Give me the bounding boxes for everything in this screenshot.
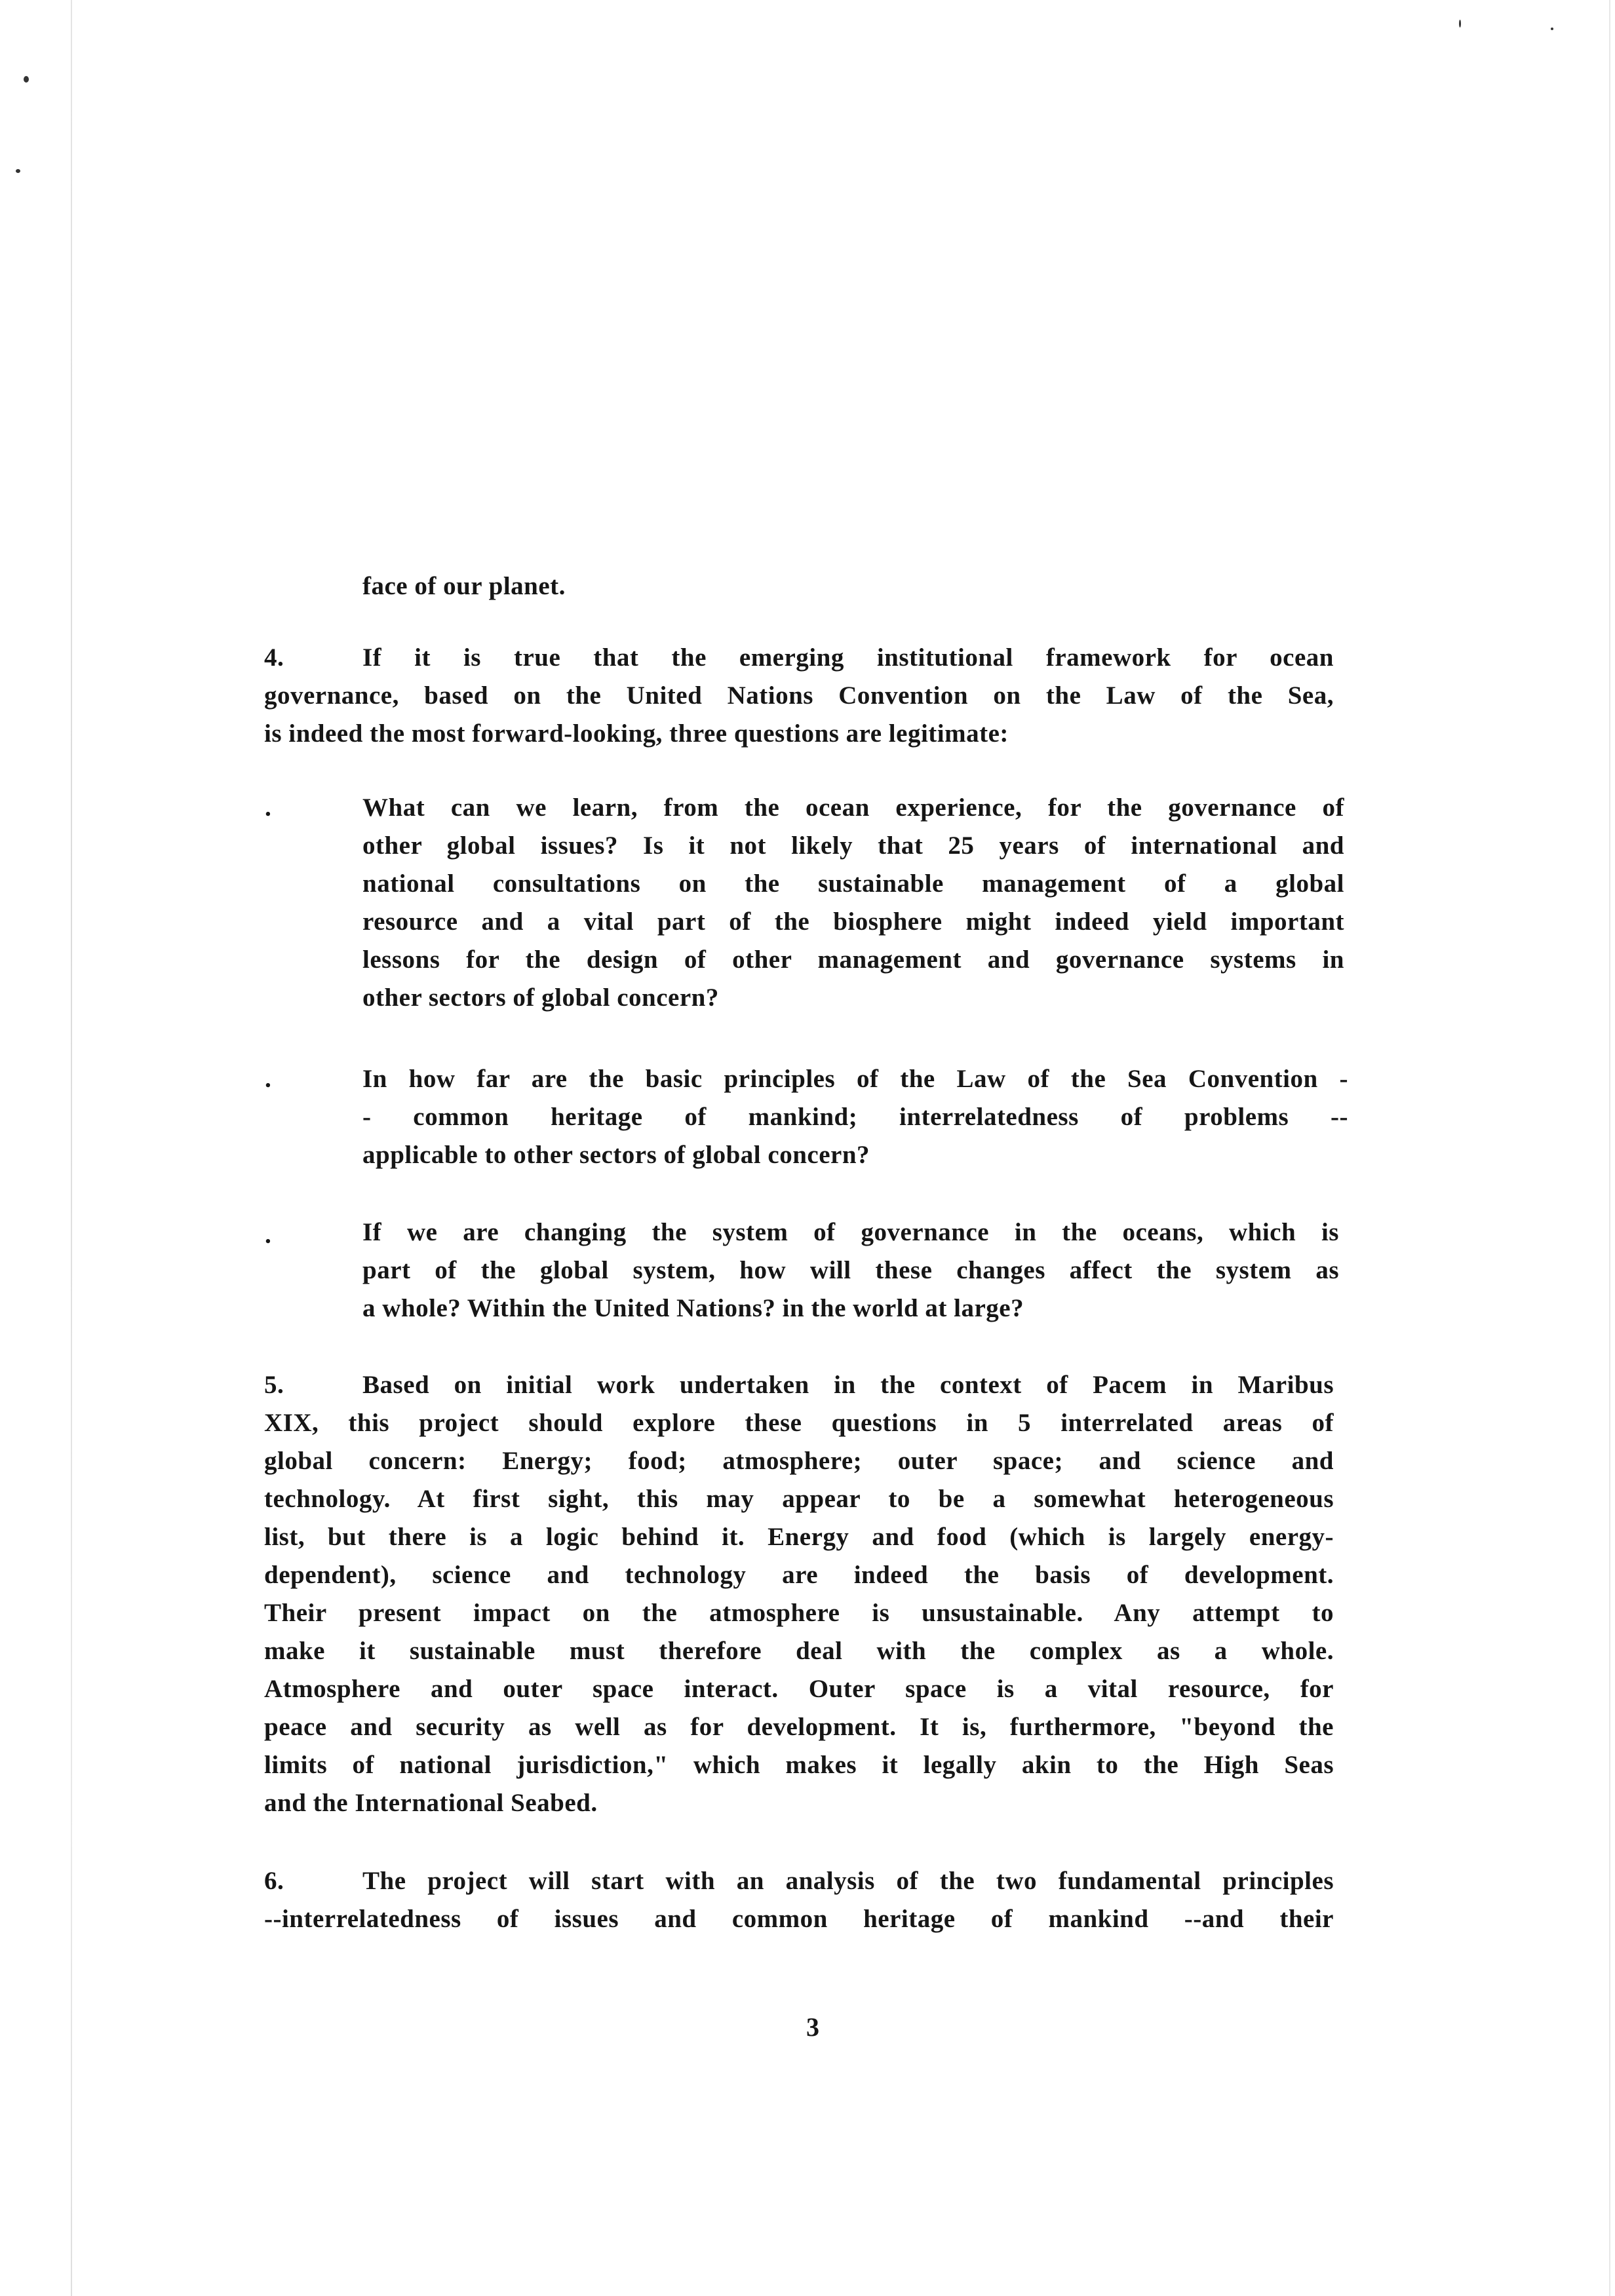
text-line: If we are changing the system of governance in the oceans, which is (362, 1218, 1339, 1246)
paragraph-number: 6. (264, 1867, 284, 1895)
text-line: part of the global system, how will these changes affect the system as (362, 1256, 1339, 1284)
paragraph-number: 4. (264, 643, 284, 672)
bullet-item-1 (362, 789, 1344, 1017)
text-line: list, but there is a logic behind it. Energy and food (which is largely energy- (264, 1523, 1334, 1551)
paragraph-6 (264, 1862, 1334, 1938)
bullet-item-2 (362, 1060, 1348, 1174)
text-line: 5. Based on initial work undertaken in the context of Pacem in Maribus (264, 1366, 1334, 1404)
text-line: applicable to other sectors of global concern? (362, 1141, 870, 1169)
text-line: lessons for the design of other management and governance systems in (362, 946, 1344, 974)
bullet-marker: . (265, 794, 271, 822)
paragraph-4 (264, 639, 1334, 753)
text-line: is indeed the most forward-looking, three questions are legitimate: (264, 719, 1009, 748)
text-line: other global issues? Is it not likely that 25 years of international and (362, 832, 1344, 860)
text-line: other sectors of global concern? (362, 984, 719, 1012)
scan-speck (16, 169, 20, 173)
text-line: XIX, this project should explore these questions in 5 interrelated areas of (264, 1409, 1334, 1437)
text-line: and the International Seabed. (264, 1789, 598, 1817)
paragraph-number: 5. (264, 1371, 284, 1399)
scan-edge-right (1609, 0, 1610, 2296)
text-line: face of our planet. (362, 572, 566, 600)
text-line: governance, based on the United Nations Convention on the Law of the Sea, (264, 681, 1334, 710)
text-line: - common heritage of mankind; interrelatedness of problems -- (362, 1103, 1348, 1131)
scan-speck (1459, 20, 1461, 28)
page-number: 3 (806, 2012, 819, 2042)
text-line: make it sustainable must therefore deal with the complex as a whole. (264, 1637, 1334, 1665)
opening-line (362, 567, 566, 605)
scan-edge-left (71, 0, 72, 2296)
text-line: global concern: Energy; food; atmosphere; outer space; and science and (264, 1447, 1334, 1475)
text-line: dependent), science and technology are indeed the basis of development. (264, 1561, 1334, 1589)
text-line: Atmosphere and outer space interact. Outer space is a vital resource, for (264, 1675, 1334, 1703)
scan-speck (1551, 28, 1553, 30)
text-line: What can we learn, from the ocean experience, for the governance of (362, 794, 1344, 822)
text-line: peace and security as well as for development. It is, furthermore, "beyond the (264, 1713, 1334, 1741)
scan-speck (24, 76, 29, 83)
text-line: --interrelatedness of issues and common heritage of mankind --and their (264, 1905, 1334, 1933)
text-line: a whole? Within the United Nations? in the world at large? (362, 1294, 1024, 1322)
text-line: Their present impact on the atmosphere is unsustainable. Any attempt to (264, 1599, 1334, 1627)
text-line: technology. At first sight, this may appear to be a somewhat heterogeneous (264, 1485, 1334, 1513)
bullet-item-3 (362, 1214, 1339, 1328)
bullet-marker: . (265, 1065, 271, 1093)
text-line: national consultations on the sustainable management of a global (362, 870, 1344, 898)
bullet-marker: . (265, 1221, 271, 1249)
paragraph-5 (264, 1366, 1334, 1822)
text-line: resource and a vital part of the biosphere might indeed yield important (362, 908, 1344, 936)
text-line: limits of national jurisdiction," which makes it legally akin to the High Seas (264, 1751, 1334, 1779)
text-line: 4. If it is true that the emerging institutional framework for ocean (264, 639, 1334, 677)
text-line: In how far are the basic principles of the Law of the Sea Convention - (362, 1065, 1348, 1093)
text-line: 6. The project will start with an analysis of the two fundamental principles (264, 1862, 1334, 1900)
